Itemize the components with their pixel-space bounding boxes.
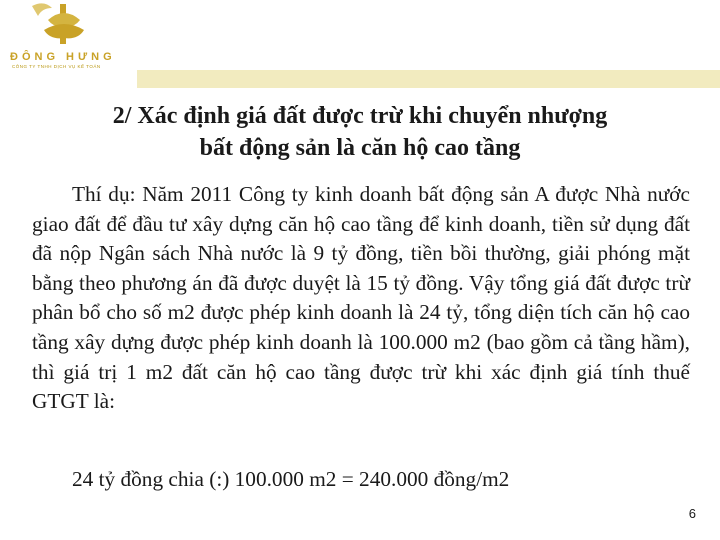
page-number: 6 xyxy=(688,506,696,521)
slide-body xyxy=(32,180,690,417)
calculation-line: 24 tỷ đồng chia (:) 100.000 m2 = 240.000 đồng/m2 xyxy=(72,467,510,491)
logo-name: ĐÔNG HƯNG xyxy=(10,51,116,63)
logo-subtitle: CÔNG TY TNHH DỊCH VỤ KẾ TOÁN xyxy=(12,64,101,69)
company-logo xyxy=(4,0,124,72)
slide-title xyxy=(30,100,690,164)
slide-title-line-2: bất động sản là căn hộ cao tầng xyxy=(199,135,521,161)
header-bar xyxy=(137,70,720,88)
slide-title-line-1: 2/ Xác định giá đất được trừ khi chuyển nhượng xyxy=(112,103,608,129)
logo-emblem-icon xyxy=(4,0,124,52)
example-paragraph: Thí dụ: Năm 2011 Công ty kinh doanh bất động sản A được Nhà nước giao đất để đầu tư xây dựng căn hộ cao tầng để kinh doanh, tiền sử dụng đất đã nộp Ngân sách Nhà nước là 9 tỷ đồng, tiền bồi thường, giải phóng mặt bằng theo phương án đã được duyệt là 15 tỷ đồng. Vậy tổng giá đất được trừ phân bổ cho số m2 được phép kinh doanh là 24 tỷ, tổng diện tích căn hộ cao tầng xây dựng được phép kinh doanh là 100.000 m2 (bao gồm cả tầng hầm), thì giá trị 1 m2 đất căn hộ cao tầng được trừ khi xác định giá tính thuế GTGT là: xyxy=(32,182,690,414)
